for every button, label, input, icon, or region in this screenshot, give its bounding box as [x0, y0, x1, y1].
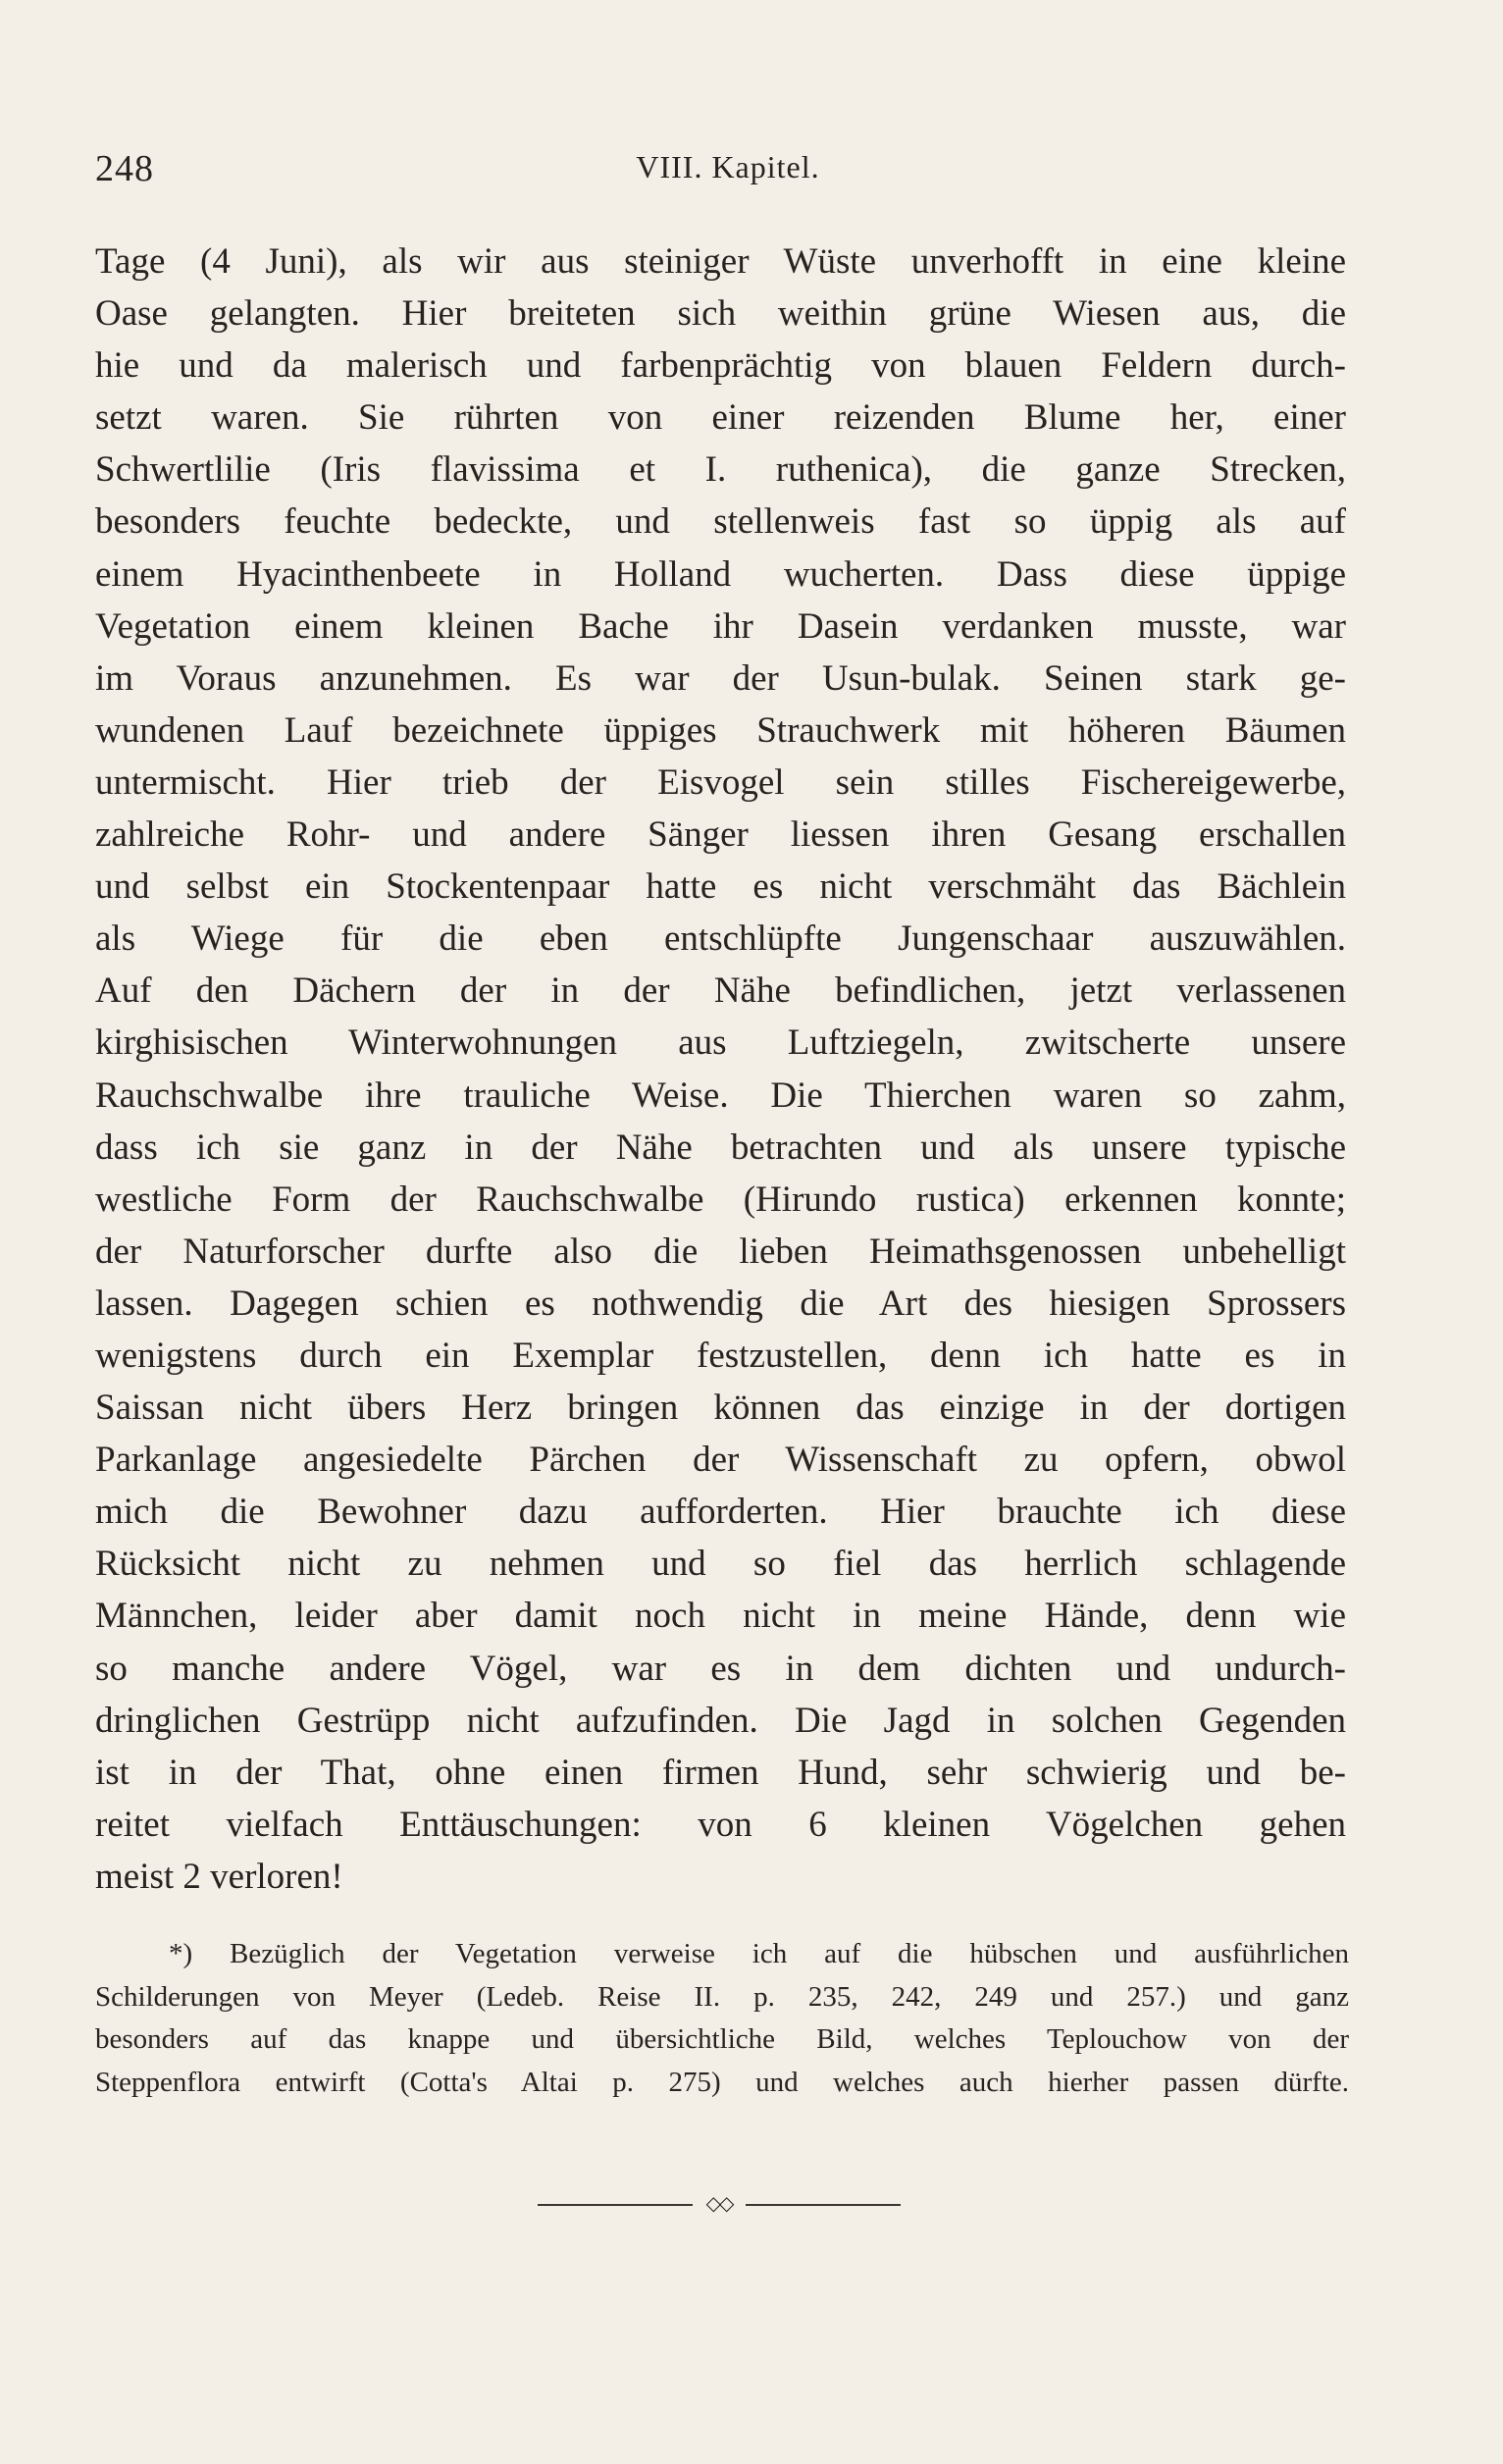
body-line: meist 2 verloren! — [95, 1856, 343, 1897]
body-line: setzt waren. Sie rührten von einer reizenden Blume her, einer — [95, 397, 1346, 439]
page-header — [95, 147, 1351, 196]
body-line: und selbst ein Stockentenpaar hatte es nicht verschmäht das Bächlein — [95, 866, 1346, 908]
body-text — [95, 236, 1346, 1903]
body-line: einem Hyacinthenbeete in Holland wucherten. Dass diese üppige — [95, 553, 1346, 595]
body-line: Schwertlilie (Iris flavissima et I. ruthenica), die ganze Strecken, — [95, 449, 1346, 491]
body-line: Auf den Dächern der in der Nähe befindlichen, jetzt verlassenen — [95, 970, 1346, 1012]
page-number: 248 — [95, 148, 154, 189]
body-line: lassen. Dagegen schien es nothwendig die Art des hiesigen Sprossers — [95, 1283, 1346, 1324]
section-end-ornament — [538, 2192, 901, 2216]
body-line: mich die Bewohner dazu aufforderten. Hier brauchte ich diese — [95, 1492, 1346, 1533]
body-line: der Naturforscher durfte also die lieben Heimathsgenossen unbehelligt — [95, 1231, 1346, 1272]
body-line: als Wiege für die eben entschlüpfte Jungenschaar auszuwählen. — [95, 918, 1346, 960]
ornament-diamonds: ◇◇ — [705, 2193, 733, 2215]
body-line: im Voraus anzunehmen. Es war der Usun-bulak. Seinen stark ge- — [95, 657, 1346, 699]
body-line: wundenen Lauf bezeichnete üppiges Strauchwerk mit höheren Bäumen — [95, 709, 1346, 751]
footnote — [95, 1933, 1349, 2104]
body-line: wenigstens durch ein Exemplar festzustellen, denn ich hatte es in — [95, 1335, 1346, 1376]
footnote-line: besonders auf das knappe und übersichtliche Bild, welches Teplouchow von der — [95, 2023, 1349, 2055]
body-line: so manche andere Vögel, war es in dem dichten und undurch- — [95, 1648, 1346, 1689]
body-line: Rücksicht nicht zu nehmen und so fiel das herrlich schlagende — [95, 1544, 1346, 1585]
footnote-line: Schilderungen von Meyer (Ledeb. Reise II. p. 235, 242, 249 und 257.) und ganz — [95, 1980, 1349, 2013]
body-line: Saissan nicht übers Herz bringen können das einzige in der dortigen — [95, 1388, 1346, 1429]
ornament-rule-left — [538, 2204, 693, 2206]
body-line: Parkanlage angesiedelte Pärchen der Wissenschaft zu opfern, obwol — [95, 1440, 1346, 1481]
body-line: Männchen, leider aber damit noch nicht in meine Hände, denn wie — [95, 1596, 1346, 1637]
body-line: reitet vielfach Enttäuschungen: von 6 kleinen Vögelchen gehen — [95, 1804, 1346, 1845]
body-line: kirghisischen Winterwohnungen aus Luftziegeln, zwitscherte unsere — [95, 1022, 1346, 1064]
ornament-rule-right — [746, 2204, 901, 2206]
body-line: untermischt. Hier trieb der Eisvogel sein stilles Fischereigewerbe, — [95, 761, 1346, 803]
body-line: dringlichen Gestrüpp nicht aufzufinden. Die Jagd in solchen Gegenden — [95, 1700, 1346, 1741]
body-line: besonders feuchte bedeckte, und stellenweis fast so üppig als auf — [95, 501, 1346, 543]
body-line: Vegetation einem kleinen Bache ihr Dasein verdanken musste, war — [95, 605, 1346, 647]
body-line: dass ich sie ganz in der Nähe betrachten und als unsere typische — [95, 1127, 1346, 1168]
body-line: ist in der That, ohne einen firmen Hund, sehr schwierig und be- — [95, 1752, 1346, 1793]
body-line: westliche Form der Rauchschwalbe (Hirundo rustica) erkennen konnte; — [95, 1179, 1346, 1220]
running-head: VIII. Kapitel. — [636, 149, 820, 184]
body-line: zahlreiche Rohr- und andere Sänger liessen ihren Gesang erschallen — [95, 814, 1346, 856]
footnote-line: Steppenflora entwirft (Cotta's Altai p. 275) und welches auch hierher passen dürfte. — [95, 2066, 1349, 2098]
footnote-line: *) Bezüglich der Vegetation verweise ich auf die hübschen und ausführlichen — [169, 1938, 1349, 1969]
body-line: Oase gelangten. Hier breiteten sich weithin grüne Wiesen aus, die — [95, 293, 1346, 335]
body-line: Rauchschwalbe ihre trauliche Weise. Die Thierchen waren so zahm, — [95, 1075, 1346, 1116]
body-line: Tage (4 Juni), als wir aus steiniger Wüste unverhofft in eine kleine — [95, 241, 1346, 282]
body-line: hie und da malerisch und farbenprächtig von blauen Feldern durch- — [95, 345, 1346, 387]
